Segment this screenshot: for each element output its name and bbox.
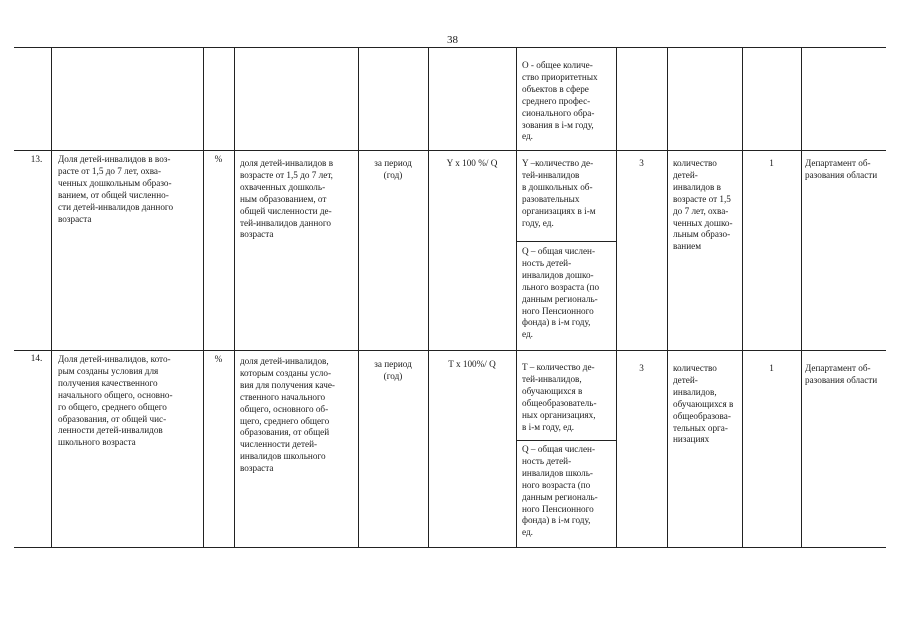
row-13-period: за период (год) xyxy=(374,158,412,180)
column-divider xyxy=(801,47,802,548)
row-14-variable-2: Q – общая числен- ность детей- инвалидов школь- ного возраста (по данным региональ- ного Пенсионного фонда) в i-м году, ед. xyxy=(522,444,598,538)
row-divider xyxy=(14,350,886,351)
row-13-definition: доля детей-инвалидов в возрасте от 1,5 до 7 лет, охваченных дошколь- ным образованием, от общей численности де- тей-инвалидов данного возраста xyxy=(240,158,334,240)
variable-divider xyxy=(516,241,616,242)
row-13-variable-1: Y –количество де- тей-инвалидов в дошкольных об- разовательных организациях в i-м году, ед. xyxy=(522,158,596,228)
row-13-number: 13. xyxy=(30,154,43,164)
row-14-variable-1: T – количество де- тей-инвалидов, обучающихся в общеобразователь- ных организациях, в i-м году, ед. xyxy=(522,362,597,432)
column-divider xyxy=(667,47,668,548)
row-14-definition: доля детей-инвалидов, которым созданы усло- вия для получения каче- ственного начального общего, основного об- щего, среднего общего образования, от общей численности детей- инвалидов школьного возраста xyxy=(240,356,335,474)
variable-divider xyxy=(516,440,616,441)
row-13-indicator-name: Доля детей-инвалидов в воз- расте от 1,5 до 7 лет, охва- ченных дошкольным образо- ванием, от общей численно- сти детей-инвалидов данного возраста xyxy=(58,154,174,224)
row-13-responsible: Департамент об- разования области xyxy=(805,158,878,180)
column-divider xyxy=(51,47,52,548)
row-13-unit: % xyxy=(214,154,223,164)
column-divider xyxy=(358,47,359,548)
top-row-variable-text: О - общее количе- ство приоритетных объектов в сфере среднего профес- сионального обра- зования в i-м году, ед. xyxy=(522,60,598,142)
row-14-base-indicator: количество детей- инвалидов, обучающихся в общеобразова- тельных орга- низациях xyxy=(673,363,734,445)
column-divider xyxy=(234,47,235,548)
row-14-number: 14. xyxy=(30,353,43,363)
page-number: 38 xyxy=(447,34,458,46)
row-13-formula: Y x 100 %/ Q xyxy=(446,158,498,168)
indicator-table xyxy=(14,47,886,548)
column-divider xyxy=(428,47,429,548)
column-divider xyxy=(516,47,517,548)
row-14-period: за период (год) xyxy=(374,359,412,381)
row-14-responsible: Департамент об- разования области xyxy=(805,363,878,385)
row-14-formula: T x 100%/ Q xyxy=(448,359,496,369)
table-bottom-border xyxy=(14,547,886,548)
row-13-base-indicator: количество детей- инвалидов в возрасте от 1,5 до 7 лет, охва- ченных дошко- льным образо- ванием xyxy=(673,158,733,252)
column-divider xyxy=(616,47,617,548)
row-14-code: 1 xyxy=(769,363,774,373)
column-divider xyxy=(203,47,204,548)
row-13-code: 1 xyxy=(769,158,774,168)
row-14-unit: % xyxy=(214,354,223,364)
row-14-indicator-name: Доля детей-инвалидов, кото- рым созданы условия для получения качественного начального общего, основно- го общего, среднего общего образования, от общей чис- ленности детей-инвалидов школьного возраста xyxy=(58,354,173,448)
row-13-method: 3 xyxy=(639,158,644,168)
row-14-method: 3 xyxy=(639,363,644,373)
row-divider xyxy=(14,150,886,151)
row-13-variable-2: Q – общая числен- ность детей- инвалидов дошко- льного возраста (по данным региональ- ного Пенсионного фонда) в i-м году, ед. xyxy=(522,246,600,340)
table-top-border xyxy=(14,47,886,48)
column-divider xyxy=(742,47,743,548)
